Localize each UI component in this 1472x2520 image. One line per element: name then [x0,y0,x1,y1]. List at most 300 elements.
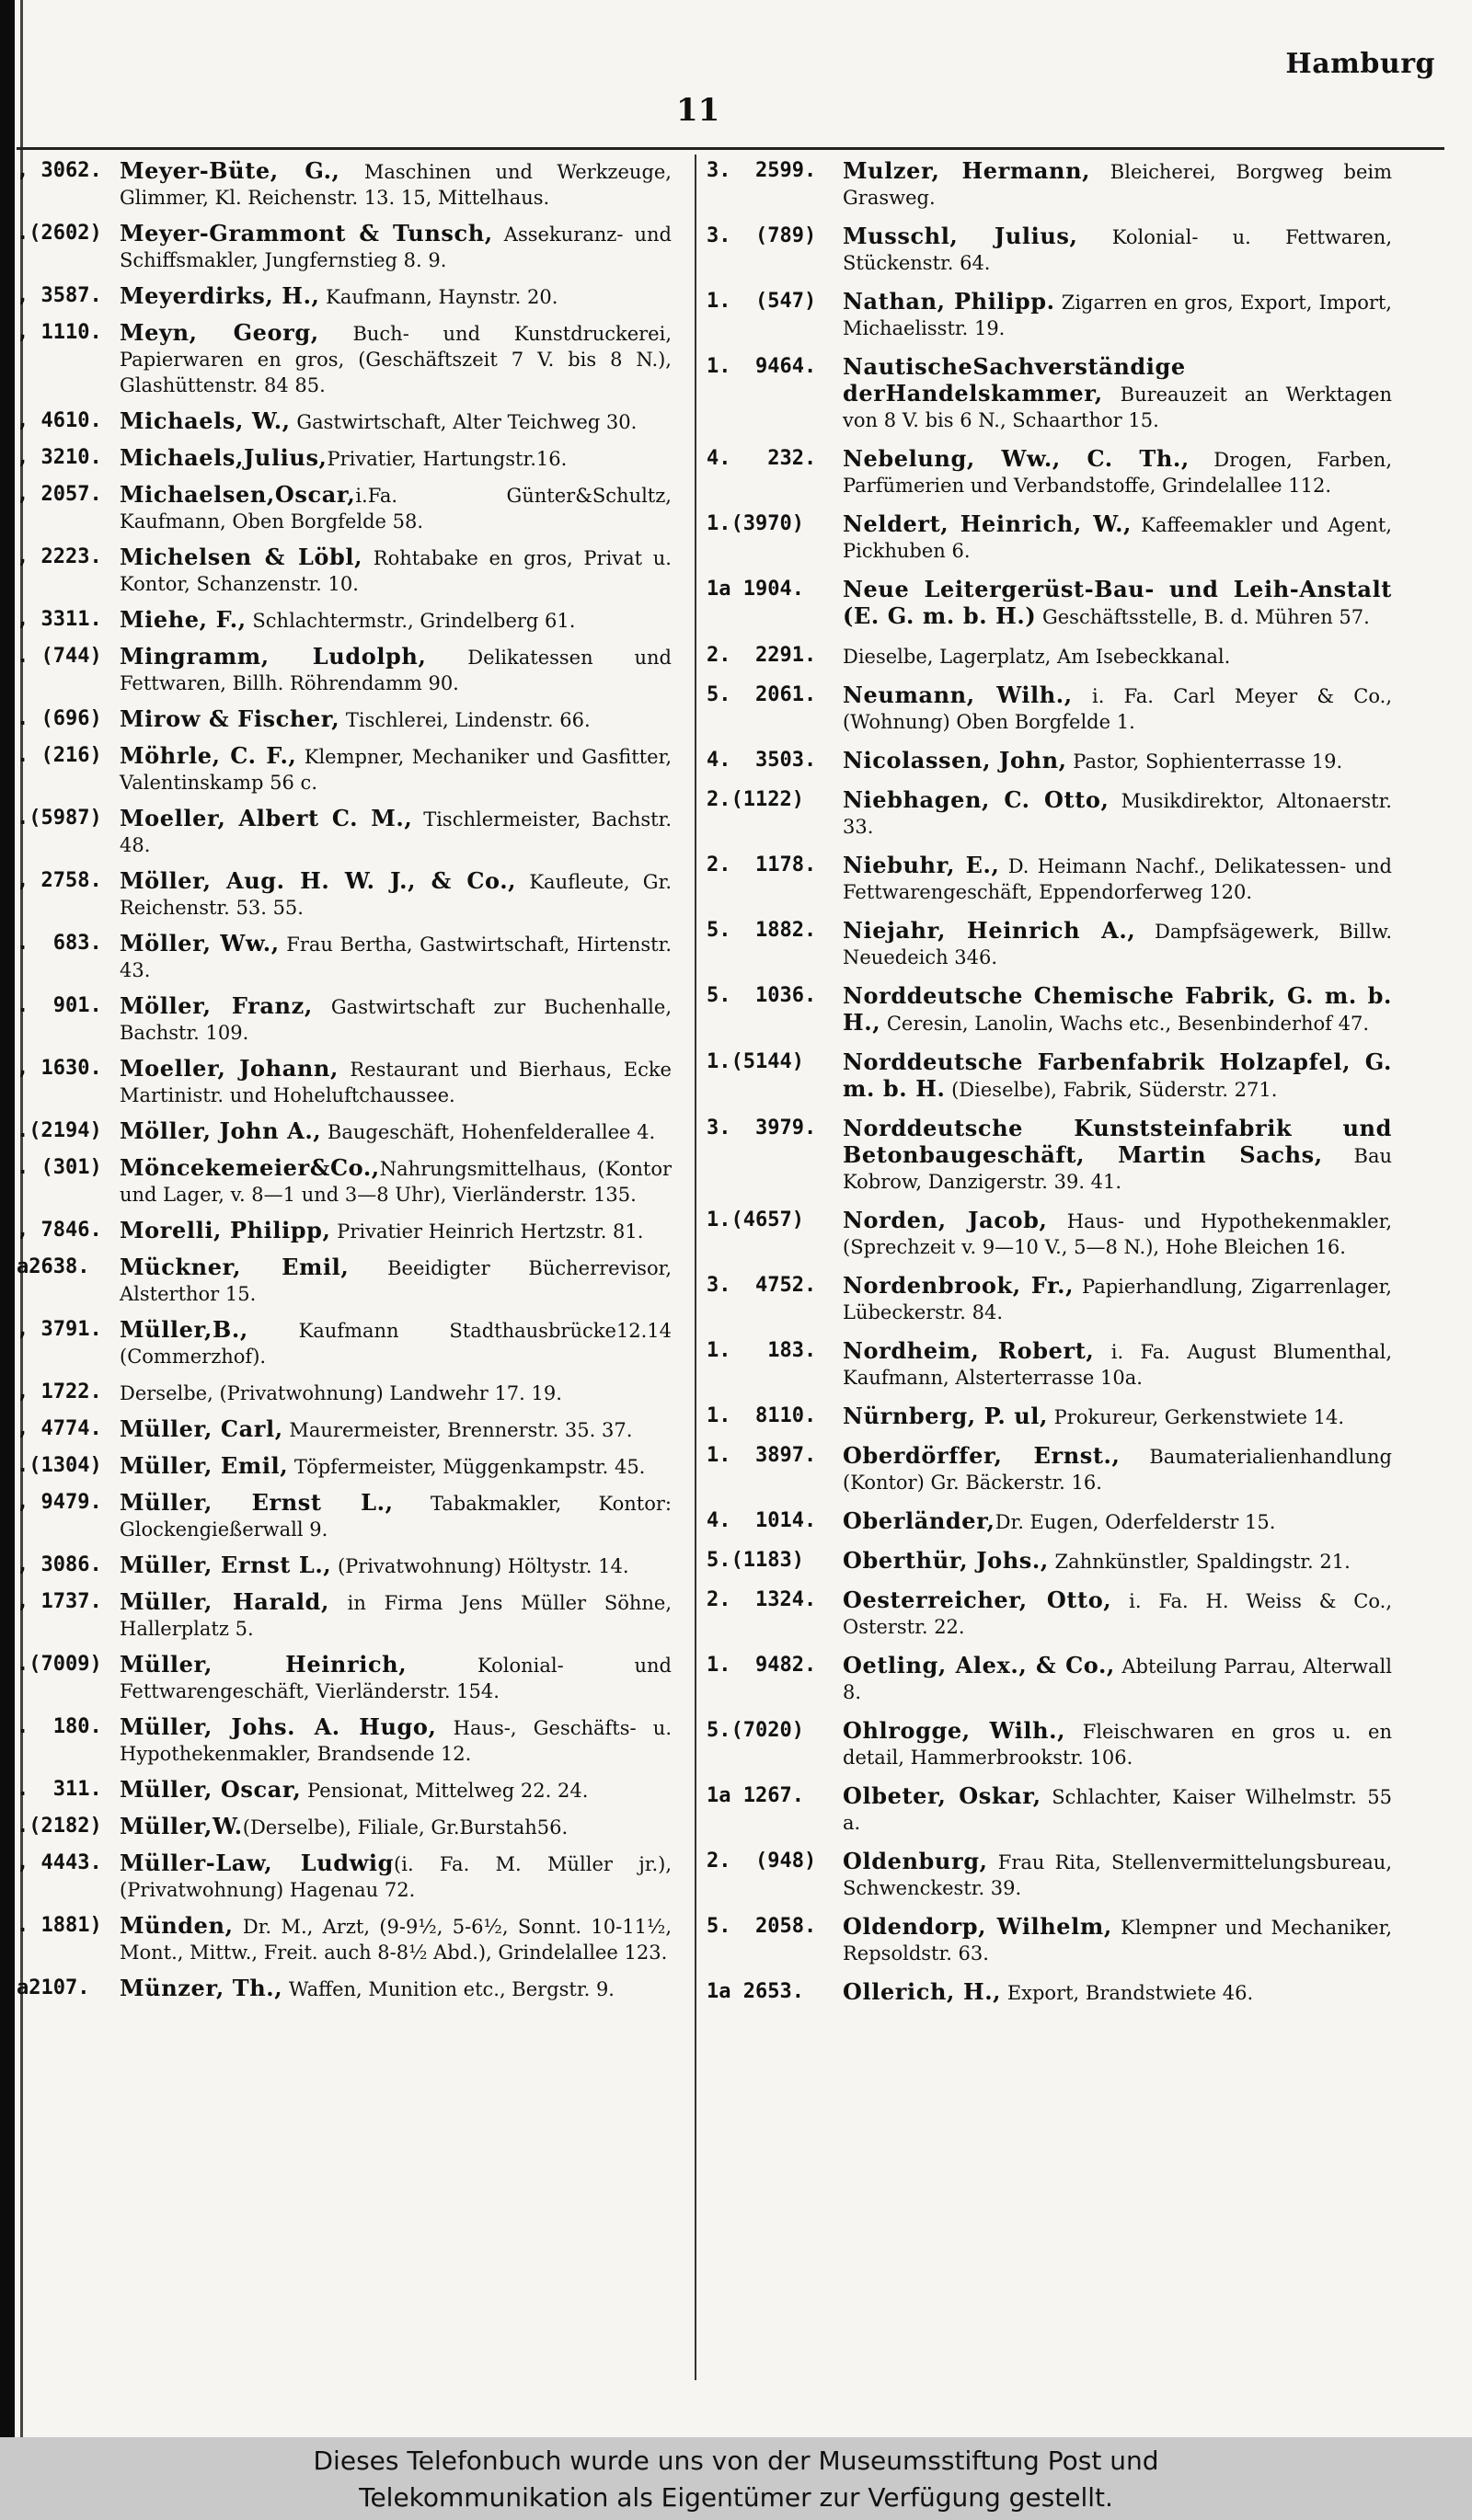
entry-details: Abteilung Parrau, Alterwall 8. [843,1655,1392,1703]
entry-details: i. Fa. August Blumenthal, Kaufmann, Alsterterrasse 10a. [843,1341,1392,1389]
entry-name: Meyer-Büte, G., [120,157,340,184]
entry-name: NautischeSachverständige derHandelskammer, [843,353,1186,407]
entry-details: Haus- und Hypothekenmakler, (Sprechzeit v. 9—10 V., 5—8 N.), Hohe Bleichen 16. [843,1210,1392,1258]
entry-body [843,853,1392,905]
directory-entry [707,748,1392,774]
directory-entry [17,1416,672,1443]
entry-details: Bureauzeit an Werktagen von 8 V. bis 6 N., Schaarthor 15. [843,384,1392,431]
phone-number: . 1881) [17,1914,102,1937]
directory-entry [707,1403,1392,1430]
entry-name: Müller,W. [120,1813,243,1839]
phone-number: a2107. [17,1976,90,1999]
entry-name: Müller, Harald, [120,1588,329,1615]
entry-name: Möller, Aug. H. W. J., & Co., [120,867,517,894]
entry-body [843,1587,1392,1640]
entry-details: Dr. Eugen, Oderfelderstr 15. [995,1511,1276,1533]
entry-details: Bleicherei, Borgweg beim Grasweg. [843,161,1392,209]
directory-entry [17,868,672,921]
entry-body [843,223,1392,276]
entry-body [843,1914,1392,1966]
directory-entry [17,1118,672,1145]
entry-name: Moeller, Johann, [120,1055,339,1082]
entry-body [843,1208,1392,1260]
entry-body [120,1552,672,1579]
entry-body [120,482,672,534]
entry-name: Müller, Ernst L., [120,1552,332,1578]
entry-body [120,1155,672,1208]
phone-number: , 3062. [17,159,102,182]
entry-body [843,918,1392,970]
phone-number: . (216) [17,744,102,767]
phone-number: . 180. [17,1715,102,1738]
entry-body [120,408,672,435]
entry-details: Gastwirtschaft, Alter Teichweg 30. [290,411,638,433]
header-rule [17,147,1444,150]
entry-name: Möller, Ww., [120,930,280,956]
entry-name: Morelli, Philipp, [120,1217,331,1243]
entry-name: Meyer-Grammont & Tunsch, [120,220,493,246]
entry-name: Michaels,Julius, [120,444,328,471]
directory-entry [17,408,672,435]
entry-details: Derselbe, (Privatwohnung) Landwehr 17. 19. [120,1382,562,1404]
entry-details: Frau Rita, Stellenvermittelungsbureau, Schwenckestr. 39. [843,1851,1392,1899]
entry-name: Oberthür, Johs., [843,1547,1049,1574]
entry-name: Oberländer, [843,1507,995,1534]
entry-details: Gastwirtschaft zur Buchenhalle, Bachstr. 109. [120,996,672,1044]
entry-details: Beeidigter Bücherrevisor, Alsterthor 15. [120,1257,672,1305]
column-divider [695,155,696,2380]
entry-details: Nahrungsmittelhaus, (Kontor und Lager, v. 8—1 und 3—8 Uhr), Vierländerstr. 135. [120,1158,672,1206]
entry-details: Tischlerei, Lindenstr. 66. [339,709,591,731]
directory-entry [17,1850,672,1903]
phone-number: 4. 3503. [707,749,817,772]
entry-name: Norddeutsche Chemische Fabrik, G. m. b. H., [843,982,1392,1036]
directory-entry [17,221,672,273]
phone-number: a2638. [17,1255,90,1278]
phone-number: 5.(7020) [707,1719,804,1742]
entry-body [843,354,1392,433]
phone-number: , 2758. [17,869,102,892]
directory-entry [17,1913,672,1965]
entry-name: Musschl, Julius, [843,223,1078,249]
directory-entry [17,644,672,696]
entry-details: Maurermeister, Brennerstr. 35. 37. [282,1419,633,1441]
phone-number: , 2057. [17,483,102,506]
footer-notice [0,2437,1472,2520]
entry-name: Möncekemeier&Co., [120,1154,380,1181]
entry-body [120,544,672,597]
entry-name: Miehe, F., [120,606,247,633]
entry-name: Neue Leitergerüst-Bau- und Leih-Anstalt (E. G. m. b. H.) [843,576,1392,629]
entry-details: Kolonial- und Fettwarengeschäft, Vierländerstr. 154. [120,1655,672,1702]
directory-entry [17,1155,672,1208]
entry-name: Neldert, Heinrich, W., [843,510,1132,537]
entry-name: Oesterreicher, Otto, [843,1586,1112,1613]
entry-body [843,511,1392,564]
page-number: 11 [676,92,720,129]
entry-details: Klempner, Mechaniker und Gasfitter, Valentinskamp 56 c. [120,746,672,794]
entry-name: Norddeutsche Farbenfabrik Holzapfel, G. m. b. H. [843,1048,1392,1102]
phone-number: 1.(5144) [707,1050,804,1073]
entry-name: Müller, Johs. A. Hugo, [120,1713,437,1740]
footer-line-2: Telekommunikation als Eigentümer zur Verfügung gestellt. [359,2482,1113,2513]
directory-entry [17,743,672,796]
phone-number: 1a 2653. [707,1980,804,2003]
entry-body [120,445,672,472]
entry-details: Frau Bertha, Gastwirtschaft, Hirtenstr. 43. [120,934,672,981]
entry-details: D. Heimann Nachf., Delikatessen- und Fettwarengeschäft, Eppendorferweg 120. [843,855,1392,903]
entry-name: Müller, Oscar, [120,1776,302,1803]
phone-number: , 2223. [17,545,102,568]
phone-number: .(7009) [17,1653,102,1676]
phone-number: 5. 1882. [707,919,817,942]
directory-entry [17,993,672,1046]
entry-details: Baumaterialienhandlung (Kontor) Gr. Bäckerstr. 16. [843,1446,1392,1494]
phone-number: 1a 1904. [707,578,804,601]
directory-entry [17,1453,672,1480]
entry-body [843,577,1392,630]
entry-details: Papierhandlung, Zigarrenlager, Lübeckerstr. 84. [843,1276,1392,1323]
phone-number: . 901. [17,994,102,1017]
entry-name: Norddeutsche Kunststeinfabrik und Betonbaugeschäft, Martin Sachs, [843,1115,1392,1168]
entry-name: Michaels, W., [120,407,291,434]
entry-name: Oldenburg, [843,1848,988,1874]
directory-entry [707,354,1392,433]
directory-entry [707,1273,1392,1325]
entry-details: Tischlermeister, Bachstr. 48. [120,808,673,856]
phone-number: . 311. [17,1778,102,1801]
phone-number: , 4443. [17,1851,102,1874]
entry-body [120,644,672,696]
entry-body [843,983,1392,1037]
phone-number: 3. 2599. [707,159,817,182]
phone-number: 2. 2291. [707,644,817,667]
phone-number: 4. 1014. [707,1509,817,1532]
entry-name: Norden, Jacob, [843,1207,1048,1233]
entry-details: Restaurant und Bierhaus, Ecke Martinistr. und Hoheluftchaussee. [120,1059,672,1106]
directory-entry [707,1849,1392,1901]
entry-body [120,1218,672,1244]
entry-details: Kolonial- u. Fettwaren, Stückenstr. 64. [843,226,1392,274]
entry-body [120,607,672,634]
entry-body [120,283,672,310]
entry-body [843,1653,1392,1705]
entry-body [120,1056,672,1108]
entry-name: Mulzer, Hermann, [843,157,1091,184]
entry-name: Meyerdirks, H., [120,282,320,309]
entry-body [843,1443,1392,1495]
phone-number: , 1110. [17,321,102,344]
entry-name: Nürnberg, P. ul, [843,1403,1048,1429]
entry-name: Michaelsen,Oscar, [120,481,356,508]
entry-details: Kaufmann Stadthausbrücke12.14 (Commerzhof). [120,1320,672,1368]
entry-body [120,743,672,796]
entry-details: Drogen, Farben, Parfümerien und Verbandstoffe, Grindelallee 112. [843,449,1392,497]
entry-name: Neumann, Wilh., [843,682,1073,708]
entry-details: Tabakmakler, Kontor: Glockengießerwall 9. [120,1493,672,1541]
directory-entry [707,1587,1392,1640]
entry-body [843,748,1392,774]
entry-body [120,1777,672,1804]
phone-number: , 7846. [17,1219,102,1242]
phone-number: 1. 9464. [707,355,817,378]
entry-details: Schlachter, Kaiser Wilhelmstr. 55 a. [843,1786,1392,1834]
directory-entry [707,1116,1392,1195]
entry-details: Waffen, Munition etc., Bergstr. 9. [282,1978,615,2000]
entry-body [120,931,672,983]
entry-details: Kaufleute, Gr. Reichenstr. 53. 55. [120,871,672,919]
entry-body [120,1913,672,1965]
phone-number: , 1630. [17,1057,102,1080]
entry-name: Nicolassen, John, [843,747,1067,773]
entry-name: Nathan, Philipp. [843,288,1055,315]
directory-entry [707,1508,1392,1535]
entry-body [120,1416,672,1443]
phone-number: 3. (789) [707,224,817,247]
directory-entry [707,1548,1392,1575]
directory-entry [17,1490,672,1542]
entry-body [843,1273,1392,1325]
entry-details: Prokureur, Gerkenstwiete 14. [1047,1406,1344,1428]
phone-number: 1.(3970) [707,512,804,535]
entry-body [843,1403,1392,1430]
directory-entry [707,577,1392,630]
phone-number: .(2602) [17,222,102,245]
entry-body [843,1049,1392,1103]
phone-number: 5. 2058. [707,1915,817,1938]
entry-details: (Dieselbe), Fabrik, Süderstr. 271. [945,1079,1278,1101]
entry-details: Klempner und Mechaniker, Repsoldstr. 63. [843,1917,1392,1964]
phone-number: . (301) [17,1156,102,1179]
phone-number: 3. 3979. [707,1117,817,1140]
phone-number: 1. 8110. [707,1404,817,1427]
entry-body [843,1783,1392,1836]
directory-entry [707,918,1392,970]
entry-body [120,806,672,858]
entry-name: Müller-Law, Ludwig [120,1850,395,1876]
entry-name: Müller, Carl, [120,1415,283,1442]
directory-entry [707,289,1392,341]
phone-number: . (696) [17,707,102,730]
directory-entry [707,1979,1392,2006]
entry-details: Schlachtermstr., Grindelberg 61. [246,610,576,632]
entry-body [120,320,672,398]
entry-name: Münden, [120,1912,234,1939]
entry-name: Nordenbrook, Fr., [843,1272,1075,1299]
directory-entry [17,1552,672,1579]
directory-entry [707,1718,1392,1770]
entry-details: Musikdirektor, Altonaerstr. 33. [843,790,1392,838]
entry-body [843,1508,1392,1535]
phone-number: , 1722. [17,1380,102,1403]
entry-name: Ollerich, H., [843,1978,1002,2005]
entry-body [120,1814,672,1840]
entry-details: Dieselbe, Lagerplatz, Am Isebeckkanal. [843,646,1231,668]
directory-entry [17,931,672,983]
entry-name: Olbeter, Oskar, [843,1782,1041,1809]
entry-name: Ohlrogge, Wilh., [843,1717,1066,1744]
entry-body [843,446,1392,498]
entry-name: Müller, Ernst L., [120,1489,394,1516]
entry-name: Müller, Heinrich, [120,1651,408,1678]
entry-body [843,1548,1392,1575]
phone-number: , 3086. [17,1553,102,1576]
entry-body [120,1850,672,1903]
phone-number: 1. 3897. [707,1444,817,1467]
entry-name: Mirow & Fischer, [120,705,340,732]
entry-details: Buch- und Kunstdruckerei, Papierwaren en gros, (Geschäftszeit 7 V. bis 8 N.), Glashüttenstr. 84 85. [120,323,672,396]
entry-details: in Firma Jens Müller Söhne, Hallerplatz 5. [120,1592,672,1640]
entry-details: Fleischwaren en gros u. en detail, Hammerbrookstr. 106. [843,1721,1392,1769]
phone-number: , 4774. [17,1417,102,1440]
entry-details: i.Fa. Günter&Schultz, Kaufmann, Oben Borgfelde 58. [120,485,672,533]
entry-details: Haus-, Geschäfts- u. Hypothekenmakler, Brandsende 12. [120,1717,672,1765]
entry-name: Müller, Emil, [120,1452,289,1479]
entry-details: Privatier, Hartungstr.16. [327,448,568,470]
entry-details: (Privatwohnung) Höltystr. 14. [331,1555,629,1577]
directory-entry [707,1338,1392,1391]
entry-name: Münzer, Th., [120,1975,283,2001]
entry-details: Zahnkünstler, Spaldingstr. 21. [1048,1551,1351,1573]
phone-number: 3. 4752. [707,1274,817,1297]
entry-body [843,682,1392,735]
phone-number: .(5987) [17,807,102,830]
entry-name: Niejahr, Heinrich A., [843,917,1136,944]
entry-name: Oldendorp, Wilhelm, [843,1913,1112,1940]
directory-entry [17,1218,672,1244]
phone-number: .(1304) [17,1454,102,1477]
directory-entry [707,223,1392,276]
entry-body [120,1317,672,1369]
entry-body [120,993,672,1046]
left-column [17,158,672,2012]
phone-number: , 1737. [17,1590,102,1613]
directory-entry [17,283,672,310]
directory-entry [707,158,1392,211]
entry-body [120,1652,672,1704]
entry-details: Bau Kobrow, Danzigerstr. 39. 41. [843,1145,1393,1193]
phone-number: 5. 2061. [707,683,817,706]
phone-number: 1. 183. [707,1339,817,1362]
directory-entry [17,806,672,858]
entry-body [120,1118,672,1145]
directory-entry [17,1056,672,1108]
entry-details: Töpfermeister, Müggenkampstr. 45. [288,1456,646,1478]
entry-body [120,1714,672,1767]
entry-body [120,221,672,273]
entry-details: Baugeschäft, Hohenfelderallee 4. [321,1121,656,1143]
entry-body [843,1979,1392,2006]
phone-number: . (744) [17,645,102,668]
phone-number: , 3791. [17,1318,102,1341]
page-header-city: Hamburg [1285,48,1435,80]
entry-name: Nordheim, Robert, [843,1337,1095,1364]
entry-body [120,1490,672,1542]
entry-name: Mückner, Emil, [120,1254,350,1280]
entry-name: Meyn, Georg, [120,319,319,346]
phone-number: , 3587. [17,284,102,307]
entry-body [120,158,672,211]
entry-details: Kaufmann, Haynstr. 20. [319,286,558,308]
entry-details: (i. Fa. M. Müller jr.), (Privatwohnung) Hagenau 72. [120,1853,672,1901]
phone-number: , 3210. [17,446,102,469]
phone-number: 2. 1178. [707,853,817,876]
entry-body [843,1116,1392,1195]
right-column [707,158,1392,2019]
directory-entry [707,1783,1392,1836]
directory-entry [17,1589,672,1642]
entry-details: i. Fa. H. Weiss & Co., Osterstr. 22. [843,1590,1393,1638]
entry-name: Oberdörffer, Ernst., [843,1442,1121,1469]
directory-entry [17,1714,672,1767]
entry-body [120,1453,672,1480]
entry-name: Michelsen & Löbl, [120,544,363,570]
directory-entry [17,706,672,733]
entry-details: Rohtabake en gros, Privat u. Kontor, Schanzenstr. 10. [120,547,672,595]
entry-body [120,1589,672,1642]
entry-details: Zigarren en gros, Export, Import, Michaelisstr. 19. [843,292,1392,339]
phone-number: 2.(1122) [707,788,804,811]
directory-entry [17,1814,672,1840]
entry-body [843,1338,1392,1391]
directory-entry [707,1914,1392,1966]
directory-entry [17,1254,672,1307]
entry-details: Pastor, Sophienterrasse 19. [1066,750,1343,773]
directory-entry [17,1652,672,1704]
entry-details: Dampfsägewerk, Billw. Neuedeich 346. [843,921,1392,968]
phone-number: , 4610. [17,409,102,432]
phone-number: 2. (948) [707,1850,817,1873]
entry-details: Ceresin, Lanolin, Wachs etc., Besenbinderhof 47. [880,1013,1370,1035]
directory-entry [707,1653,1392,1705]
phone-number: 2. 1324. [707,1588,817,1611]
directory-entry [707,682,1392,735]
directory-entry [707,983,1392,1037]
entry-name: Möller, Franz, [120,992,313,1019]
phone-number: .(2194) [17,1119,102,1142]
entry-name: Möhrle, C. F., [120,742,297,769]
entry-name: Müller,B., [120,1316,248,1343]
entry-name: Oetling, Alex., & Co., [843,1652,1115,1678]
entry-body [843,1849,1392,1901]
entry-details: Export, Brandstwiete 46. [1001,1982,1254,2004]
directory-entry [707,1443,1392,1495]
phone-number: .(2182) [17,1815,102,1838]
entry-name: Möller, John A., [120,1117,322,1144]
entry-name: Niebhagen, C. Otto, [843,786,1110,813]
phone-number: 1. 9482. [707,1654,817,1677]
phone-number: . 683. [17,932,102,955]
entry-details: (Derselbe), Filiale, Gr.Burstah56. [242,1816,569,1838]
phone-number: 1. (547) [707,290,817,313]
phone-number: 1a 1267. [707,1784,804,1807]
directory-entry [707,511,1392,564]
directory-entry [707,446,1392,498]
entry-details: Geschäftsstelle, B. d. Mühren 57. [1036,606,1370,628]
directory-entry [707,853,1392,905]
phone-number: , 3311. [17,608,102,631]
entry-body [120,868,672,921]
entry-name: Niebuhr, E., [843,852,1000,878]
entry-body [120,1254,672,1307]
entry-details: Assekuranz- und Schiffsmakler, Jungfernstieg 8. 9. [120,223,672,271]
directory-entry [17,158,672,211]
entry-body [120,1976,672,2002]
binding-edge [0,0,15,2437]
entry-details: Privatier Heinrich Hertzstr. 81. [330,1220,644,1243]
entry-details: Kaffeemakler und Agent, Pickhuben 6. [843,514,1392,562]
directory-entry [17,1380,672,1406]
